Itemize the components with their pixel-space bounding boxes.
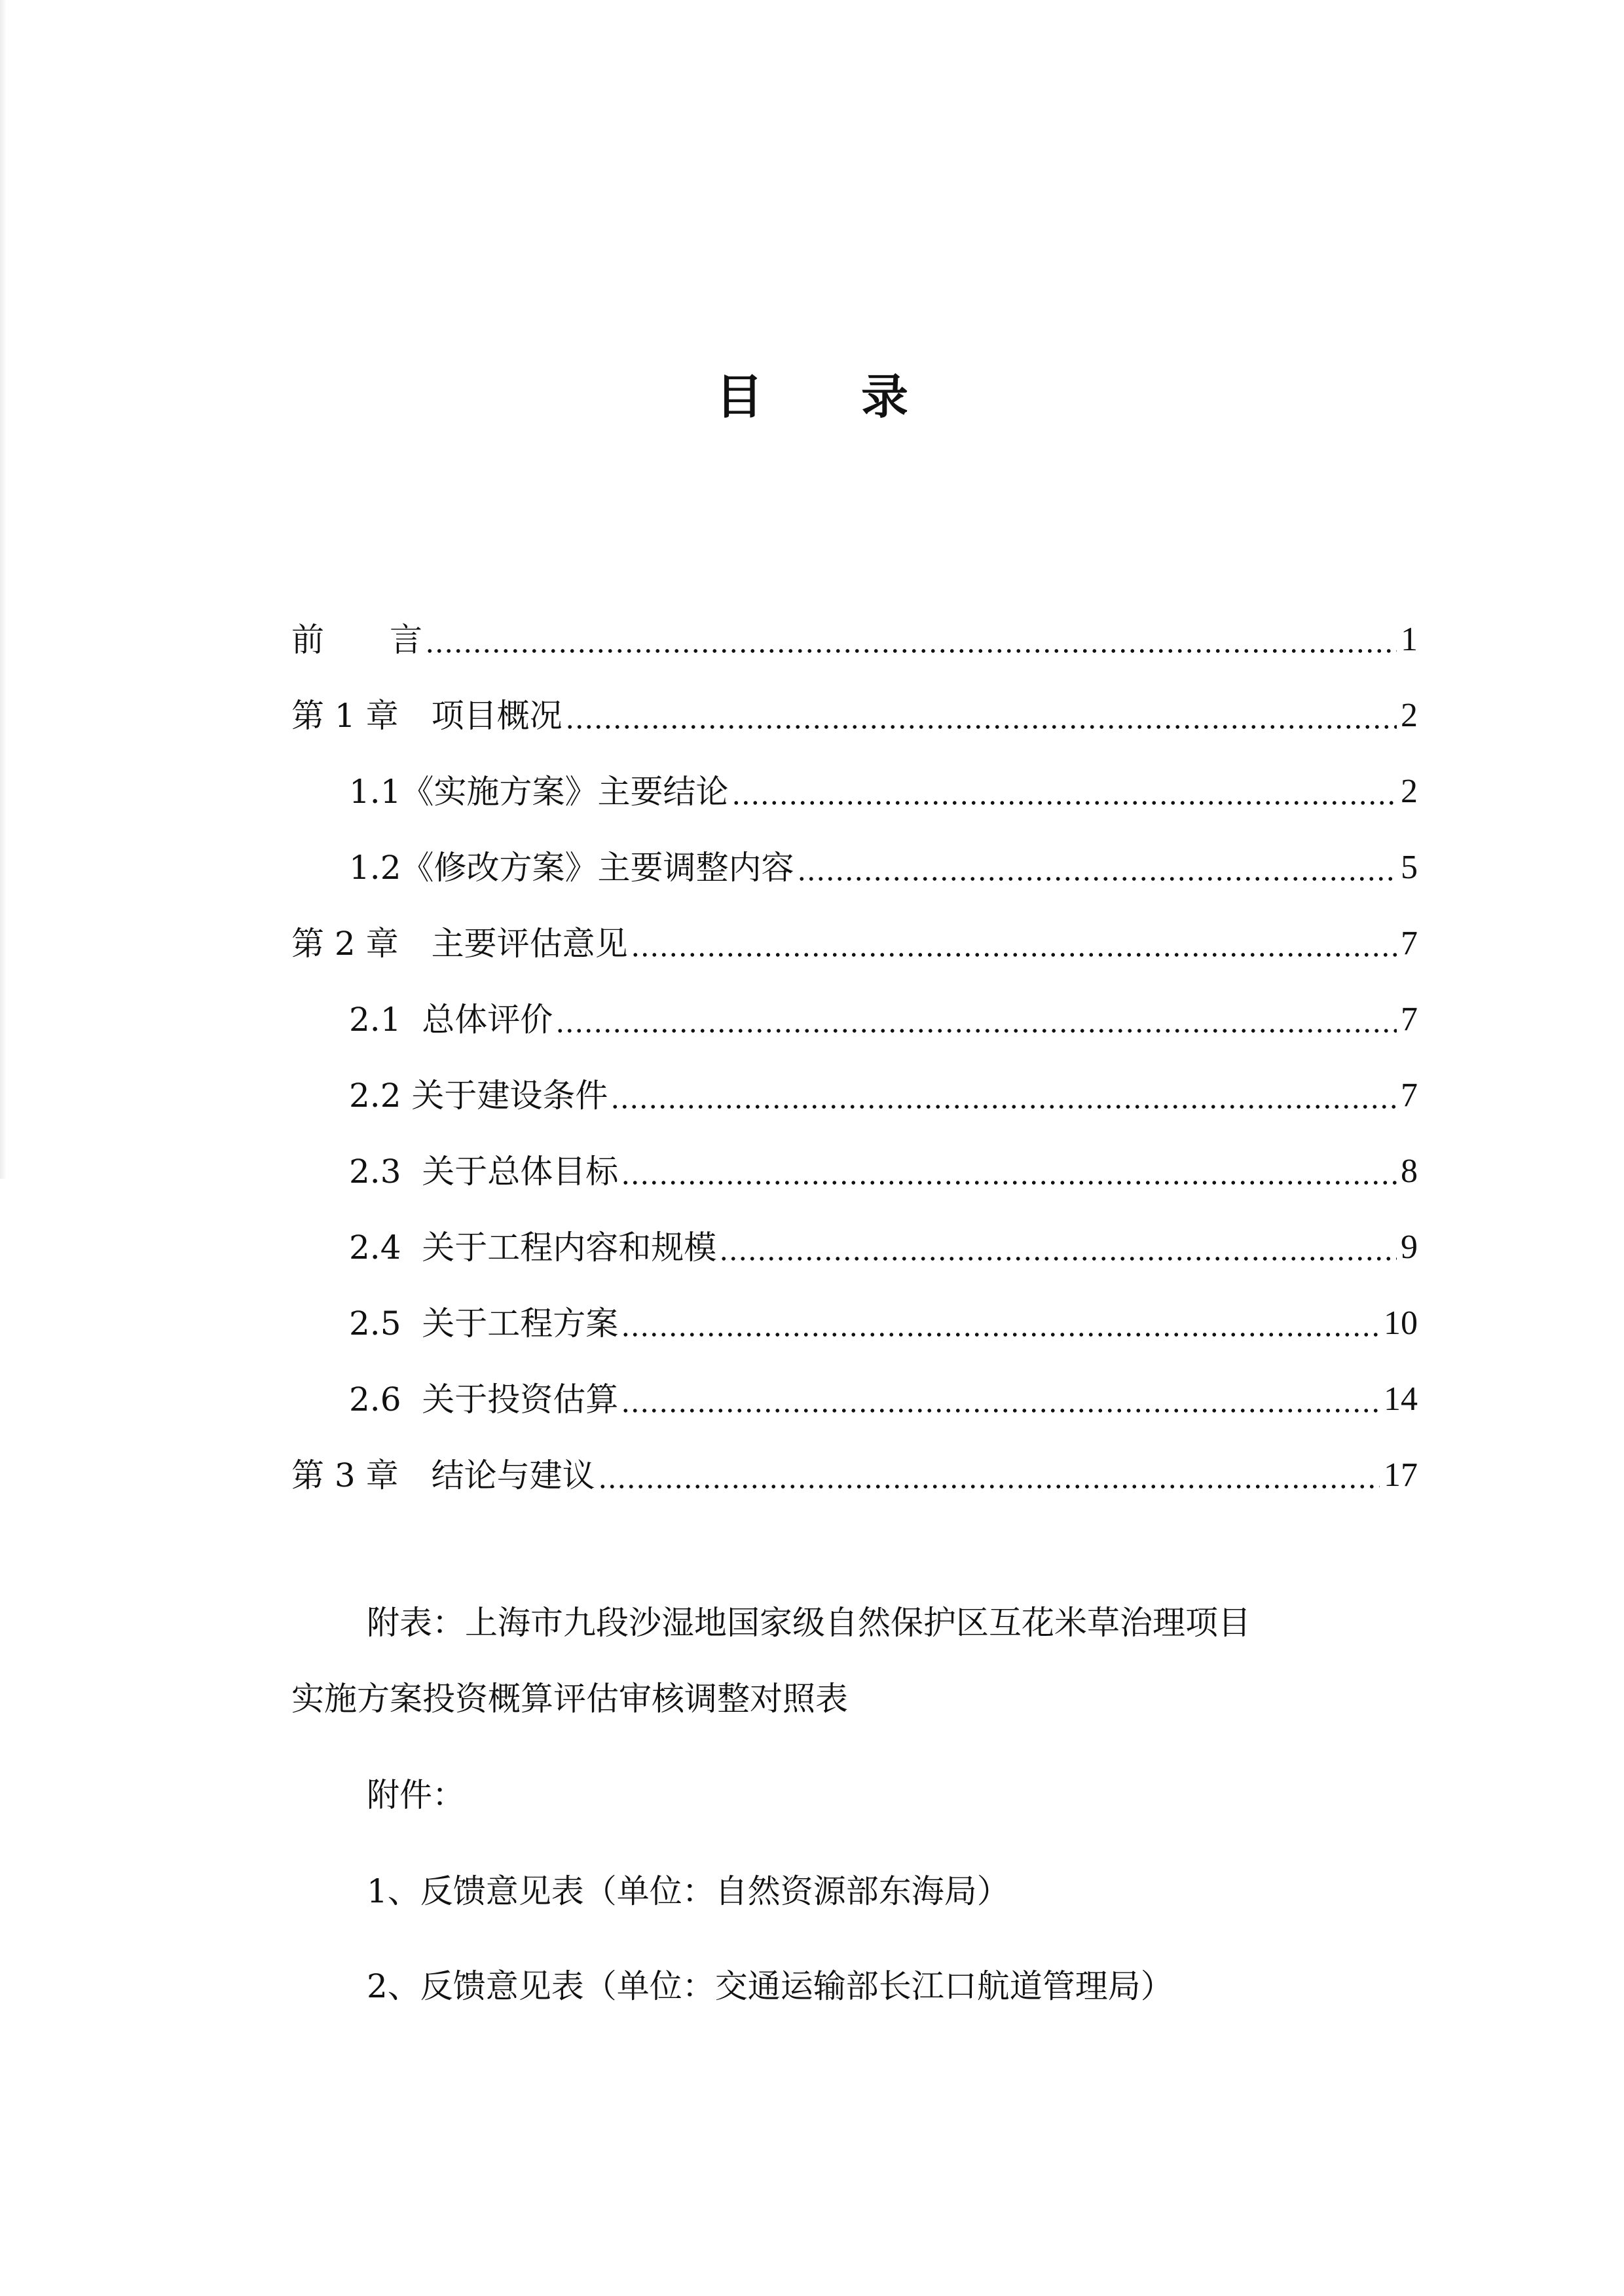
toc-entry-label: 2.3 关于总体目标 xyxy=(349,1153,619,1191)
toc-entry-label: 第 1 章 项目概况 xyxy=(291,697,563,735)
appendix-table-line-1: 附表：上海市九段沙湿地国家级自然保护区互花米草治理项目 xyxy=(367,1604,1251,1642)
attachment-item-1: 1、反馈意见表（单位：自然资源部东海局） xyxy=(367,1872,1010,1910)
dot-leader xyxy=(565,725,1397,729)
dot-leader xyxy=(631,953,1397,957)
toc-page-number: 10 xyxy=(1384,1305,1418,1342)
toc-page-number: 2 xyxy=(1401,773,1418,810)
toc-entry-label: 1.2《修改方案》主要调整内容 xyxy=(349,849,794,887)
attachments-heading: 附件： xyxy=(367,1776,465,1814)
toc-page-number: 7 xyxy=(1401,1001,1418,1038)
attachment-item-2: 2、反馈意见表（单位：交通运输部长江口航道管理局） xyxy=(367,1967,1173,2005)
dot-leader xyxy=(621,1181,1397,1185)
title-char-1: 目 xyxy=(715,369,763,424)
dot-leader xyxy=(719,1257,1397,1261)
dot-leader xyxy=(731,801,1397,805)
toc-entry-section-2-4[interactable] xyxy=(291,1194,1418,1270)
dot-leader xyxy=(621,1333,1380,1337)
toc-page-number: 1 xyxy=(1401,621,1418,658)
scan-edge-shadow xyxy=(0,0,7,1179)
toc-entry-label: 2.6 关于投资估算 xyxy=(349,1380,619,1418)
toc-page-number: 5 xyxy=(1401,849,1418,886)
toc-entry-label: 2.2 关于建设条件 xyxy=(349,1077,608,1115)
toc-entry-section-2-6[interactable] xyxy=(291,1346,1418,1422)
toc-entry-label: 2.1 总体评价 xyxy=(349,1001,553,1039)
toc-entry-chapter-2[interactable] xyxy=(291,890,1418,966)
toc-entry-section-2-5[interactable] xyxy=(291,1270,1418,1346)
toc-page-number: 7 xyxy=(1401,1077,1418,1114)
toc-page-number: 8 xyxy=(1401,1153,1418,1190)
title-char-2: 录 xyxy=(861,369,909,424)
toc-page-number: 17 xyxy=(1384,1456,1418,1494)
toc-entry-chapter-1[interactable] xyxy=(291,662,1418,738)
toc-entry-section-2-2[interactable] xyxy=(291,1042,1418,1118)
table-of-contents xyxy=(291,586,1418,1498)
toc-entry-label: 2.4 关于工程内容和规模 xyxy=(349,1229,717,1267)
toc-entry-section-2-3[interactable] xyxy=(291,1118,1418,1194)
toc-page-number: 7 xyxy=(1401,925,1418,962)
toc-entry-label: 第 2 章 主要评估意见 xyxy=(291,925,628,963)
toc-entry-preface[interactable] xyxy=(291,586,1418,662)
toc-entry-chapter-3[interactable] xyxy=(291,1422,1418,1498)
toc-entry-section-1-2[interactable] xyxy=(291,814,1418,890)
toc-entry-section-1-1[interactable] xyxy=(291,738,1418,814)
toc-entry-section-2-1[interactable] xyxy=(291,966,1418,1042)
toc-entry-label: 第 3 章 结论与建议 xyxy=(291,1456,595,1494)
toc-entry-label: 1.1《实施方案》主要结论 xyxy=(349,773,729,811)
toc-entry-label: 前 言 xyxy=(291,621,422,659)
dot-leader xyxy=(610,1105,1397,1109)
toc-page-number: 9 xyxy=(1401,1229,1418,1266)
dot-leader xyxy=(621,1409,1380,1413)
toc-page-number: 14 xyxy=(1384,1380,1418,1418)
dot-leader xyxy=(425,649,1397,653)
dot-leader xyxy=(797,877,1397,881)
appendix-table-line-2: 实施方案投资概算评估审核调整对照表 xyxy=(291,1680,848,1718)
dot-leader xyxy=(598,1485,1380,1489)
dot-leader xyxy=(555,1029,1397,1033)
page-title xyxy=(0,359,1624,427)
toc-page-number: 2 xyxy=(1401,697,1418,734)
toc-entry-label: 2.5 关于工程方案 xyxy=(349,1305,619,1342)
